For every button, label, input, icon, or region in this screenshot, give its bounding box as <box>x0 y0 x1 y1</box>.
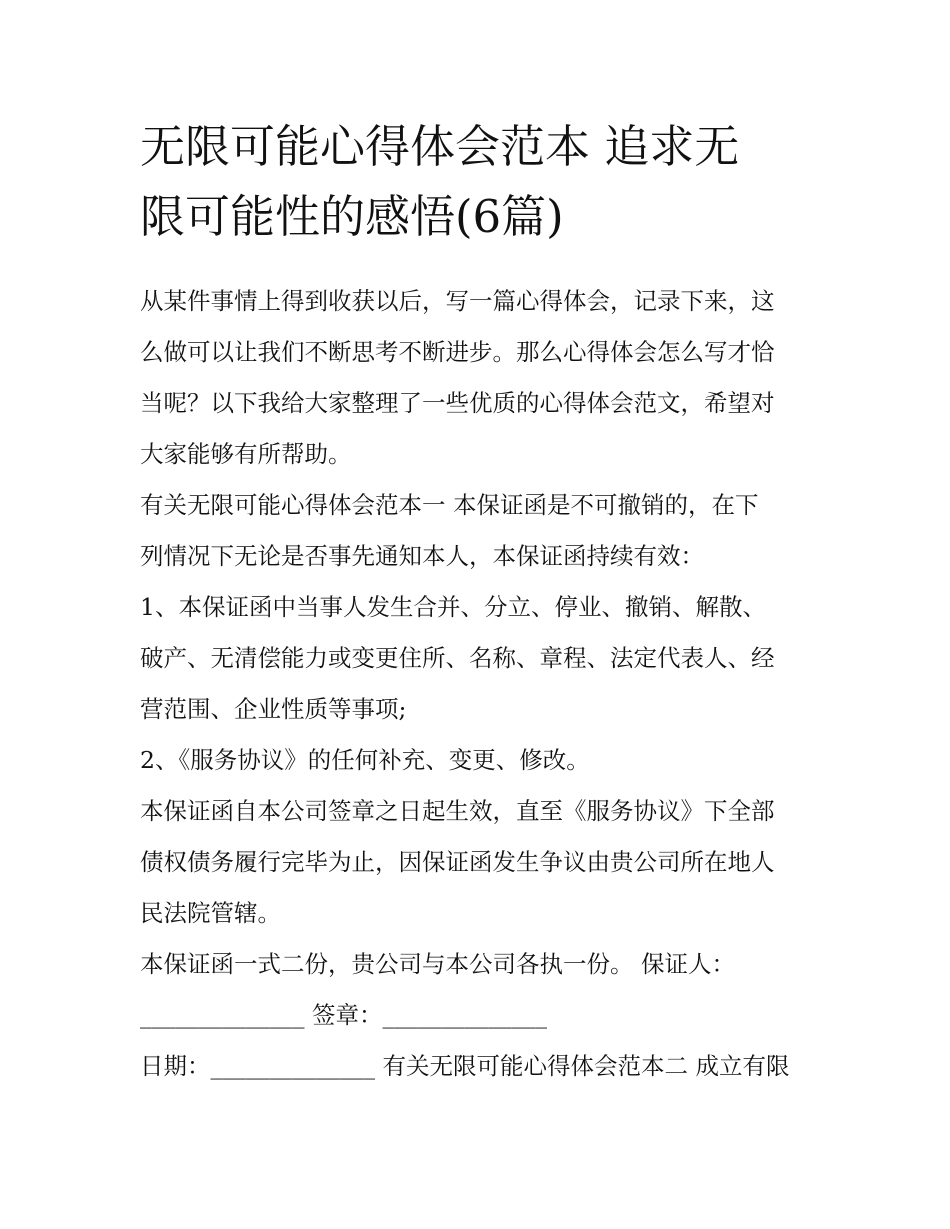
body-line-6 <box>140 531 820 582</box>
body-line-13 <box>140 888 820 939</box>
body-text: 2、《服务协议》的任何补充、变更、修改。 <box>140 746 590 774</box>
body-line-11 <box>140 786 820 837</box>
title-line-1: 无限可能心得体会范本 追求无 <box>140 120 740 173</box>
document-title <box>140 112 840 252</box>
body-line-5 <box>140 480 820 531</box>
body-text: 当呢？以下我给大家整理了一些优质的心得体会范文，希望对 <box>140 389 775 417</box>
body-text: 大家能够有所帮助。 <box>140 440 352 468</box>
body-text: 么做可以让我们不断思考不断进步。那么心得体会怎么写才恰 <box>140 338 775 366</box>
body-text: 有关无限可能心得体会范本一 本保证函是不可撤销的，在下 <box>140 491 759 519</box>
title-line-2: 限可能性的感悟(6篇) <box>140 190 564 243</box>
body-line-3 <box>140 378 820 429</box>
body-text: 破产、无清偿能力或变更住所、名称、章程、法定代表人、经 <box>140 644 775 672</box>
body-text: 本保证函自本公司签章之日起生效，直至《服务协议》下全部 <box>140 797 775 825</box>
body-line-16 <box>140 1041 820 1092</box>
signature-line: ______________ 签章：______________ <box>140 1001 547 1029</box>
body-text: 民法院管辖。 <box>140 899 281 927</box>
body-line-2 <box>140 327 820 378</box>
body-text: 从某件事情上得到收获以后，写一篇心得体会，记录下来，这 <box>140 287 775 315</box>
body-text: 本保证函一式二份，贵公司与本公司各执一份。 保证人： <box>140 950 735 978</box>
body-line-10 <box>140 735 820 786</box>
body-line-14 <box>140 939 820 990</box>
body-text: 债权债务履行完毕为止，因保证函发生争议由贵公司所在地人 <box>140 848 775 876</box>
body-text: 营范围、企业性质等事项; <box>140 695 407 723</box>
date-line: 日期：______________ 有关无限可能心得体会范本二 成立有限 <box>140 1052 790 1080</box>
body-line-9 <box>140 684 820 735</box>
body-line-7 <box>140 582 820 633</box>
body-line-4 <box>140 429 820 480</box>
body-text: 1、本保证函中当事人发生合并、分立、停业、撤销、解散、 <box>140 593 766 621</box>
body-line-8 <box>140 633 820 684</box>
body-line-15 <box>140 990 820 1041</box>
body-line-1 <box>140 276 820 327</box>
document-body <box>140 276 820 1092</box>
body-text: 列情况下无论是否事先通知本人，本保证函持续有效： <box>140 542 704 570</box>
body-line-12 <box>140 837 820 888</box>
